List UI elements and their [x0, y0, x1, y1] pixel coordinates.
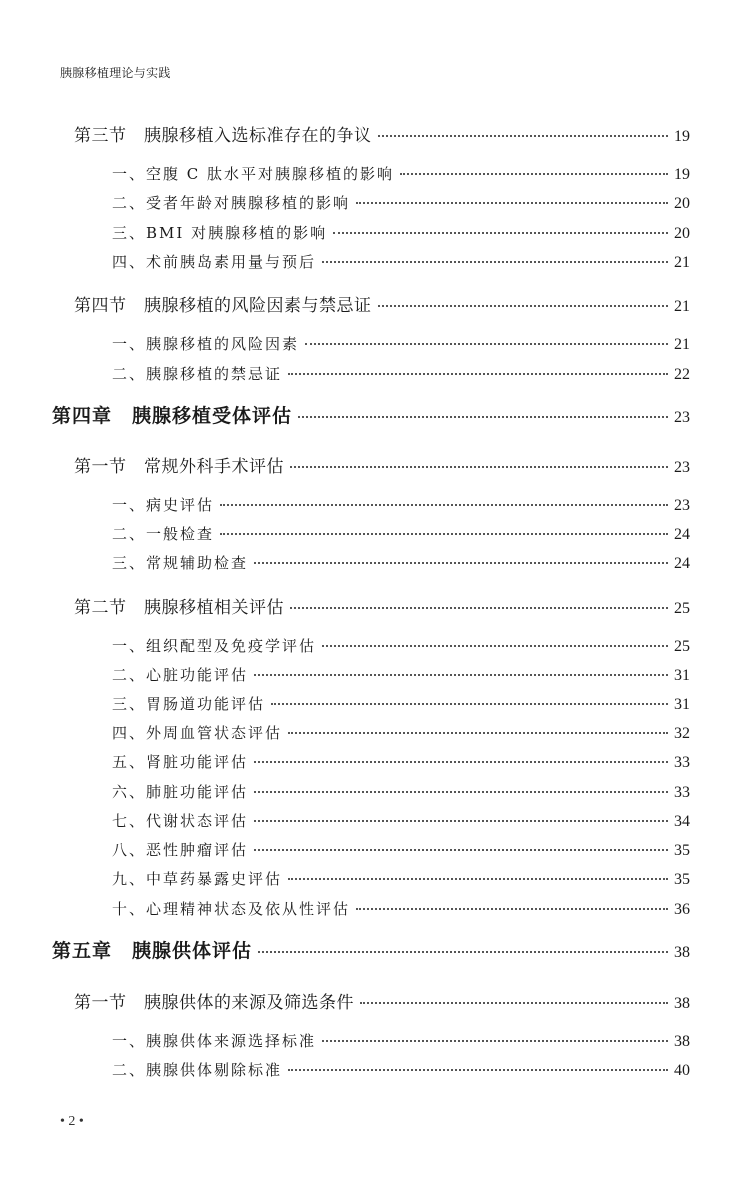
toc-leader	[333, 231, 668, 234]
toc-entry-title: 二、胰腺移植的禁忌证	[112, 365, 283, 383]
toc-entry-title: 五、肾脏功能评估	[112, 753, 249, 771]
toc-entry-page: 33	[674, 784, 690, 801]
toc-entry-page: 34	[674, 813, 690, 830]
toc-entry	[112, 839, 690, 860]
toc-entry	[112, 333, 690, 354]
toc-leader	[288, 1068, 668, 1071]
toc-entry	[112, 251, 690, 272]
toc-entry-page: 32	[674, 725, 690, 742]
toc-entry-page: 38	[674, 995, 690, 1012]
toc-leader	[290, 606, 668, 609]
toc-entry-page: 20	[674, 195, 690, 212]
toc-entry-title: 第五章 胰腺供体评估	[52, 940, 253, 962]
toc-entry-title: 第四章 胰腺移植受体评估	[52, 405, 293, 427]
toc-entry	[112, 810, 690, 831]
toc-entry-page: 21	[674, 254, 690, 271]
toc-entry-title: 四、外周血管状态评估	[112, 724, 283, 742]
toc-entry-page: 23	[674, 497, 690, 514]
toc-entry-page: 24	[674, 526, 690, 543]
toc-entry	[74, 121, 690, 146]
toc-entry-title: 一、空腹 C 肽水平对胰腺移植的影响	[112, 165, 395, 183]
toc-entry-title: 二、胰腺供体剔除标准	[112, 1061, 283, 1079]
toc-entry-title: 第一节 常规外科手术评估	[74, 457, 284, 477]
toc-entry-page: 19	[674, 166, 690, 183]
toc-leader	[254, 673, 668, 676]
toc-leader	[378, 134, 669, 137]
toc-leader	[322, 1039, 668, 1042]
toc-entry-title: 二、心脏功能评估	[112, 666, 249, 684]
toc-leader	[288, 372, 668, 375]
toc-entry-title: 三、常规辅助检查	[112, 554, 249, 572]
toc-entry-page: 31	[674, 667, 690, 684]
toc-entry-page: 24	[674, 555, 690, 572]
toc-leader	[254, 561, 668, 564]
toc-leader	[356, 907, 668, 910]
toc-entry-page: 36	[674, 901, 690, 918]
toc-leader	[258, 950, 668, 953]
toc-entry	[112, 363, 690, 384]
toc-entry-title: 九、中草药暴露史评估	[112, 870, 283, 888]
toc-entry-title: 一、组织配型及免疫学评估	[112, 637, 317, 655]
toc-entry-page: 21	[674, 336, 690, 353]
toc-entry-title: 二、一般检查	[112, 525, 215, 543]
running-head: 胰腺移植理论与实践	[60, 66, 171, 80]
toc-entry-title: 七、代谢状态评估	[112, 812, 249, 830]
page-number: • 2 •	[60, 1114, 84, 1129]
toc-entry-page: 23	[674, 459, 690, 476]
toc-entry-page: 25	[674, 638, 690, 655]
toc-entry-page: 23	[674, 409, 690, 426]
toc-entry-page: 33	[674, 754, 690, 771]
toc-entry-title: 一、胰腺供体来源选择标准	[112, 1032, 317, 1050]
toc-entry-page: 22	[674, 366, 690, 383]
toc-entry	[112, 494, 690, 515]
toc-entry-page: 40	[674, 1062, 690, 1079]
toc-entry-title: 六、肺脏功能评估	[112, 783, 249, 801]
toc-entry-title: 一、胰腺移植的风险因素	[112, 335, 300, 353]
toc-entry	[112, 1030, 690, 1051]
toc-entry-page: 21	[674, 298, 690, 315]
toc-leader	[378, 304, 669, 307]
toc-chapter-entry	[52, 401, 690, 428]
toc-chapter-entry	[52, 936, 690, 963]
toc-leader	[305, 342, 668, 345]
toc-leader	[254, 790, 668, 793]
toc-leader	[288, 877, 668, 880]
toc-leader	[254, 760, 668, 763]
toc-entry-title: 三、胃肠道功能评估	[112, 695, 266, 713]
toc-leader	[356, 201, 668, 204]
toc-entry	[112, 523, 690, 544]
toc-entry	[112, 163, 690, 184]
toc-entry-page: 35	[674, 871, 690, 888]
toc-entry-title: 二、受者年龄对胰腺移植的影响	[112, 194, 351, 212]
toc-entry	[112, 635, 690, 656]
toc-entry-page: 35	[674, 842, 690, 859]
toc-entry	[112, 552, 690, 573]
toc-entry	[112, 222, 690, 243]
toc-entry-page: 38	[674, 944, 690, 961]
toc-entry	[112, 722, 690, 743]
toc-entry-title: 四、术前胰岛素用量与预后	[112, 253, 317, 271]
toc-leader	[220, 503, 668, 506]
toc-leader	[220, 532, 668, 535]
toc-leader	[290, 465, 668, 468]
toc-leader	[360, 1001, 668, 1004]
toc-entry	[112, 751, 690, 772]
toc-entry-page: 25	[674, 600, 690, 617]
toc-entry-page: 31	[674, 696, 690, 713]
toc-entry-title: 第四节 胰腺移植的风险因素与禁忌证	[74, 296, 372, 316]
toc-entry	[112, 868, 690, 889]
toc-entry	[112, 781, 690, 802]
toc-leader	[322, 644, 668, 647]
toc-entry-title: 一、病史评估	[112, 496, 215, 514]
toc-entry-page: 20	[674, 225, 690, 242]
toc-entry	[112, 693, 690, 714]
toc-entry	[74, 988, 690, 1013]
toc-entry	[74, 593, 690, 618]
toc-leader	[298, 415, 668, 418]
toc-leader	[400, 172, 668, 175]
toc-entry-page: 38	[674, 1033, 690, 1050]
toc-entry-page: 19	[674, 128, 690, 145]
toc-entry	[112, 898, 690, 919]
toc-leader	[288, 731, 668, 734]
toc-entry-title: 第三节 胰腺移植入选标准存在的争议	[74, 126, 372, 146]
toc-entry-title: 八、恶性肿瘤评估	[112, 841, 249, 859]
toc-entry-title: 三、BMI 对胰腺移植的影响	[112, 224, 328, 242]
toc-entry	[112, 1059, 690, 1080]
toc-leader	[254, 848, 668, 851]
toc-entry	[74, 452, 690, 477]
toc-leader	[322, 260, 668, 263]
toc-entry-title: 第一节 胰腺供体的来源及筛选条件	[74, 993, 354, 1013]
toc-entry-title: 十、心理精神状态及依从性评估	[112, 900, 351, 918]
toc-leader	[271, 702, 668, 705]
toc-entry	[112, 192, 690, 213]
toc-entry-title: 第二节 胰腺移植相关评估	[74, 598, 284, 618]
toc-entry	[74, 291, 690, 316]
toc-entry	[112, 664, 690, 685]
toc-leader	[254, 819, 668, 822]
